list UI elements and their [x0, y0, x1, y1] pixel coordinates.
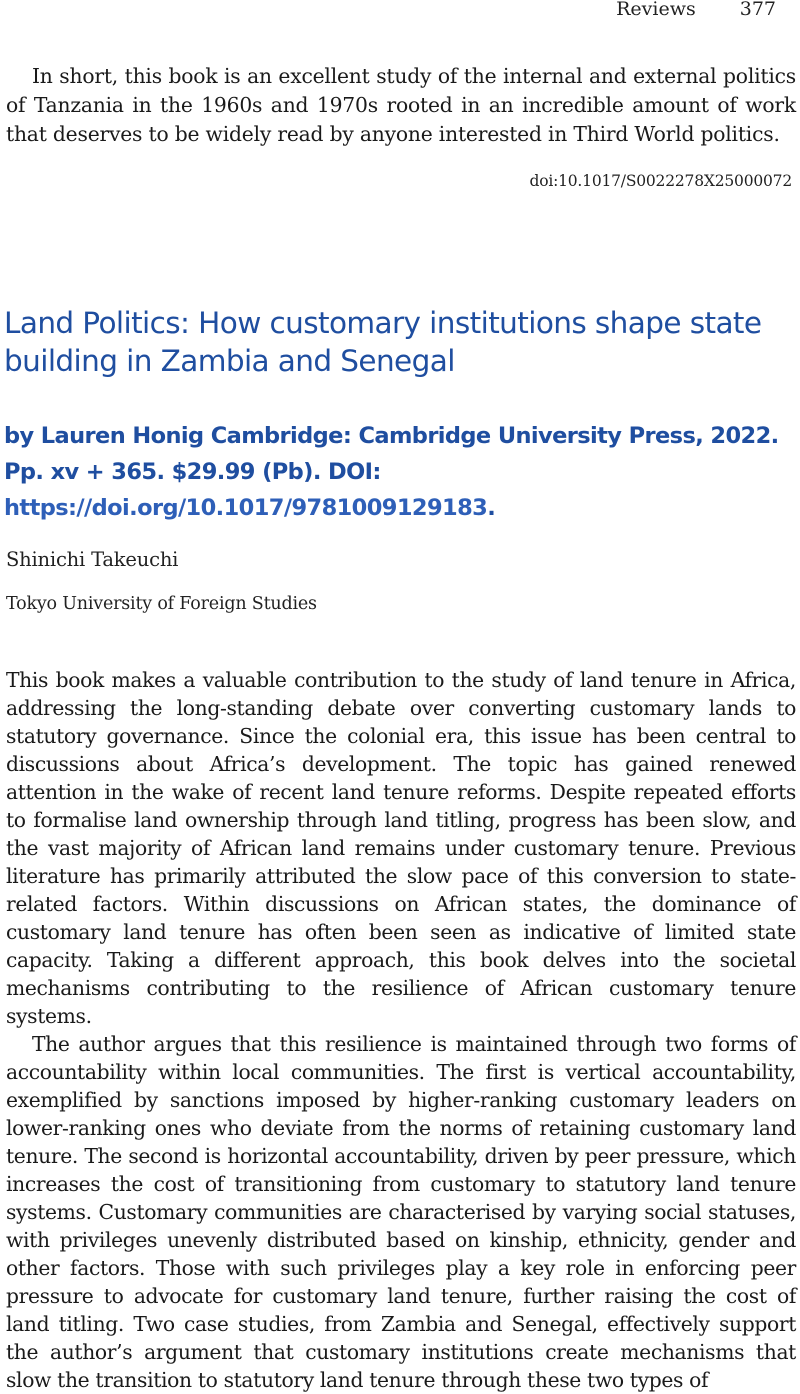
- bibliography-text: by Lauren Honig Cambridge: Cambridge University Press, 2022. Pp. xv + 365. $29.99 (Pb). DOI:: [4, 423, 779, 485]
- book-doi-link[interactable]: https://doi.org/10.1017/9781009129183: [4, 495, 488, 521]
- running-head-section: Reviews: [616, 0, 696, 20]
- book-bibliography: [4, 418, 796, 526]
- bibliography-end: .: [487, 495, 496, 521]
- previous-review-doi: doi:10.1017/S0022278X25000072: [529, 172, 792, 190]
- review-body: [6, 666, 796, 1394]
- reviewer-name: Shinichi Takeuchi: [6, 548, 179, 571]
- body-paragraph-2: The author argues that this resilience is maintained through two forms of accountability within local communities. The first is vertical accountability, exemplified by sanctions imposed by higher-ranking customary leaders on lower-ranking ones who deviate from the norms of retaining customary land tenure. The second is horizontal accountability, driven by peer pressure, which increases the cost of transitioning from customary to statutory land tenure systems. Customary communities are characterised by varying social statuses, with privileges unevenly distributed based on kinship, ethnicity, gender and other factors. Those with such privileges play a key role in enforcing peer pressure to advocate for customary land tenure, further raising the cost of land titling. Two case studies, from Zambia and Senegal, effectively support the author’s argument that customary institutions create mechanisms that slow the transition to statutory land tenure through these two types of: [6, 1032, 796, 1392]
- reviewer-affiliation: Tokyo University of Foreign Studies: [6, 594, 317, 614]
- body-paragraph-1: This book makes a valuable contribution to the study of land tenure in Africa, addressing the long-standing debate over converting customary lands to statutory governance. Since the colonial era, this issue has been central to discussions about Africa’s development. The topic has gained renewed attention in the wake of recent land tenure reforms. Despite repeated efforts to formalise land ownership through land titling, progress has been slow, and the vast majority of African land remains under customary tenure. Previous literature has primarily attributed the slow pace of this conversion to state-related factors. Within discussions on African states, the dominance of customary land tenure has often been seen as indicative of limited state capacity. Taking a different approach, this book delves into the societal mechanisms contributing to the resilience of African customary tenure systems.: [6, 668, 796, 1028]
- running-head: [616, 0, 776, 20]
- review-title: Land Politics: How customary institutions shape state building in Zambia and Senegal: [4, 306, 762, 378]
- previous-review-closing-paragraph: In short, this book is an excellent study of the internal and external politics of Tanzania in the 1960s and 1970s rooted in an incredible amount of work that deserves to be widely read by anyone interested in Third World politics.: [6, 64, 796, 147]
- page-number: 377: [739, 0, 776, 20]
